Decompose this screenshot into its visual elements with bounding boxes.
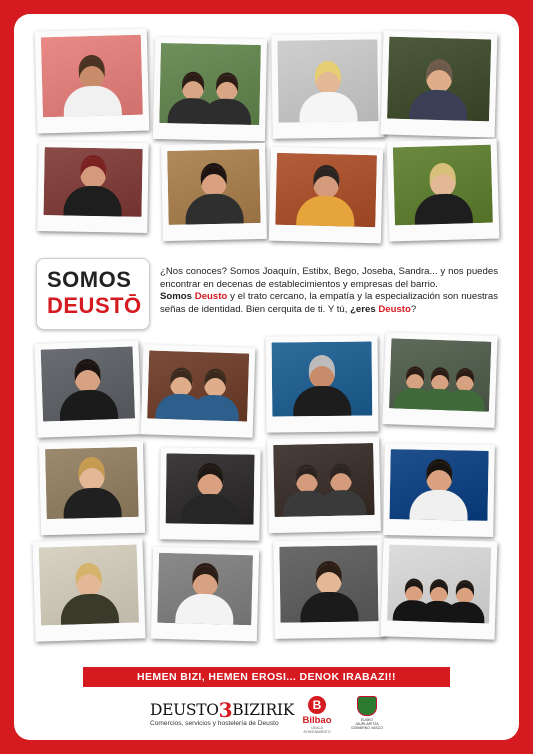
intro-deusto: Deusto [194,291,228,303]
photo-image [44,147,143,217]
photo-image [41,346,135,421]
intro-question-end: ? [410,303,417,315]
intro-question-deusto: Deusto [378,303,411,315]
photo-image [159,43,261,125]
photo-image [45,447,139,519]
photo-image [389,449,488,521]
person-figure [443,582,485,624]
bilbao-small: UDALA AYUNTAMIENTO [303,726,331,734]
shield-icon [357,696,377,716]
photo-man-glasses-shop [269,147,383,244]
person-figure [63,157,122,216]
intro-question: ¿eres [350,303,379,315]
brand-name-b: BIZIRIK [232,701,294,719]
photo-woman-blonde-green [387,138,500,241]
photo-image [389,338,491,411]
person-figure [184,165,243,224]
slogan-banner: HEMEN BIZI, HEMEN EROSI... DENOK IRABAZI!! [83,667,450,687]
photo-image [157,553,253,625]
bilbao-icon: B [308,696,326,714]
basque-government-logo [350,696,384,740]
photo-woman-dark-hair [34,340,141,438]
person-figure [181,466,240,525]
photo-man-clothing-store [159,447,260,540]
photo-image [272,341,373,416]
photo-blonde-woman-shop [271,33,384,139]
person-figure [201,75,251,125]
photo-man-pink-wall [35,29,150,134]
photo-image [167,149,261,225]
brand-subtitle: Comercios, servicios y hostelería de Deusto [150,720,279,727]
photo-image [39,544,139,625]
person-figure [409,61,469,121]
person-figure [409,461,468,520]
photo-image [166,453,255,524]
photo-image [277,39,378,122]
person-figure [444,370,486,412]
photo-woman-white-jacket [151,547,259,642]
gov-text: EUSKO JAURLARITZA GOBIERNO VASCO [351,718,383,731]
person-figure [413,165,473,225]
person-figure [62,459,121,518]
brand-name [150,698,294,722]
photo-man-greengrocer [381,30,498,137]
intro-paragraph-1: ¿Nos conoces? Somos Joaquín, Estibx, Bego, Joseba, Sandra... y nos puedes encontrar en decenas de establecimientos y empresas del barrio. [160,266,498,290]
photo-man-and-woman-clothes [141,344,256,437]
person-figure [299,64,358,123]
person-figure [293,358,352,417]
photo-image [41,35,143,118]
intro-paragraph-2: y el trato cercano, la empatía y la especialización son nuestras señas de identidad. Bien cerquita de ti. Y tú, [160,291,498,315]
intro-text [160,266,498,316]
photo-image [387,545,491,624]
photo-man-smiling-blue [383,443,495,537]
photo-image [273,443,374,517]
logo-line-somos: SOMOS [47,267,132,292]
person-figure [62,57,121,116]
person-figure [296,167,355,226]
photo-woman-braid-office [32,538,145,641]
photo-woman-bookshop [161,143,267,241]
somos-deusto-logo [36,258,150,330]
logo-line-deusto: DEUSTŌ [47,293,142,318]
photo-woman-fabric-shop [39,441,145,536]
photo-image [275,153,377,227]
person-figure [316,466,366,516]
photo-image [147,350,249,421]
photo-man-grey-hair-bar [266,335,379,432]
photo-woman-hairdresser [37,141,149,233]
bilbao-name: Bilbao [302,715,332,726]
photo-image [279,545,378,623]
photo-image [393,145,493,226]
photo-man-tires [273,539,385,639]
deusto-bizirik-logo [150,698,294,736]
bilbao-logo [300,696,334,740]
photo-two-men-market [267,437,381,533]
photo-group-salon [381,538,498,639]
intro-somos: Somos [160,291,195,303]
photo-group-shop [382,332,497,428]
brand-three: 3 [218,698,233,722]
brand-name-a: DEUSTO [150,701,219,719]
photo-woman-and-man-green [153,37,267,141]
person-figure [175,565,234,624]
person-figure [189,370,240,421]
photo-image [387,37,491,122]
person-figure [300,564,359,623]
person-figure [59,565,119,625]
person-figure [58,361,118,421]
